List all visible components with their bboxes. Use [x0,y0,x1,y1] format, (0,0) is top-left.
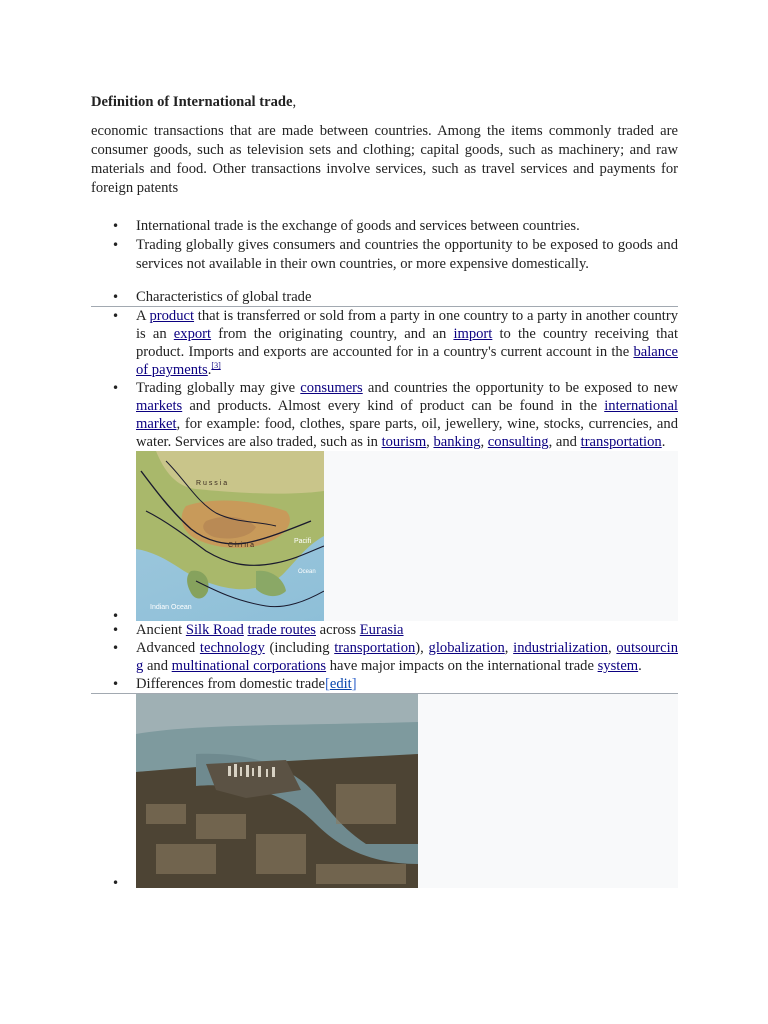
link-export[interactable]: export [173,326,212,342]
list-item-global-markets [91,379,678,451]
image-frame [136,694,678,888]
section-heading-characteristics: • Characteristics of global trade [91,288,678,307]
link-globalization[interactable]: globalization [428,640,505,656]
list-item-city-image [91,694,678,888]
text: , [426,434,434,450]
text: , for example: food, clothes, spare parts, oil, jewellery, wine, stocks, currencies, and water. Services are also traded, such as in [136,416,678,450]
characteristics-list [91,288,678,888]
link-multinational-corporations[interactable]: multinational corporations [171,658,327,674]
text: and products. Almost every kind of product can be found in the [182,398,605,414]
list-item-technology [91,639,678,675]
text: and [143,658,172,674]
text: . [661,434,666,450]
edit-bracket-open: [ [324,676,330,692]
map-illustration [136,451,324,621]
text: , [480,434,488,450]
list-item-silk-road-caption [91,621,678,639]
map-label-pacific: Pacifi [294,538,312,545]
text: . [638,658,642,674]
link-balance-of-payments[interactable]: balance of payments [136,344,678,378]
title-bold: Definition of International trade [91,94,293,110]
list-item-map-image [91,451,678,621]
city-illustration [136,694,418,888]
text: Trading globally may give [136,380,301,396]
text: . [207,362,212,378]
link-transportation-2[interactable]: transportation [334,640,416,656]
link-industrialization[interactable]: industrialization [513,640,608,656]
map-label-china: C h i n a [228,542,255,549]
link-system[interactable]: system [597,658,639,674]
text: A [136,308,150,324]
link-outsourcing[interactable]: outsourcing [136,640,678,674]
map-label-indian-ocean: Indian Ocean [150,604,192,611]
text: , [607,640,617,656]
link-product[interactable]: product [149,308,195,324]
link-technology[interactable]: technology [199,640,265,656]
section-heading-domestic-trade [91,675,678,694]
text: and countries the opportunity to be exposed to new [362,380,679,396]
link-tourism[interactable]: tourism [381,434,427,450]
link-eurasia[interactable]: Eurasia [359,622,404,638]
text: from the originating country, and an [211,326,454,342]
image-frame [136,451,678,621]
edit-link[interactable]: edit [329,676,352,692]
summary-list [91,217,678,274]
text: (including [264,640,335,656]
silk-road-map-image[interactable] [136,451,324,621]
title-suffix: , [292,94,297,110]
page-title [91,92,678,112]
link-consulting[interactable]: consulting [487,434,549,450]
link-banking[interactable]: banking [433,434,481,450]
list-item: • International trade is the exchange of goods and services between countries. [91,217,678,236]
map-label-russia: • R u s s i a [196,480,228,487]
text: across [315,622,360,638]
link-consumers[interactable]: consumers [300,380,363,396]
edit-section [325,676,357,692]
edit-bracket-close: ] [351,676,357,692]
link-import[interactable]: import [453,326,493,342]
text: ), [415,640,429,656]
intro-paragraph: economic transactions that are made between countries. Among the items commonly traded are consumer goods, such as television sets and clothing; capital goods, such as machinery; and raw materials and food. Other transactions involve services, such as travel services and payments for foreign patents [91,123,678,196]
text: that is transferred or sold from a party in one country to a party in another country is an [136,308,678,342]
text: Advanced [136,640,200,656]
list-item: • Trading globally gives consumers and countries the opportunity to be exposed to goods and services not available in their own countries, or more expensive domestically. [91,236,678,274]
heading-text: Differences from domestic trade [136,676,325,692]
text: have major impacts on the international trade [326,658,598,674]
link-trade-routes[interactable]: trade routes [247,622,316,638]
link-transportation[interactable]: transportation [580,434,662,450]
list-item-export-import [91,307,678,379]
text: , and [548,434,581,450]
document-page [91,92,678,888]
link-markets[interactable]: markets [136,398,183,414]
link-international-market[interactable]: international market [136,398,678,432]
map-label-ocean: Ocean [298,569,316,575]
city-aerial-image[interactable] [136,694,418,888]
link-silk-road[interactable]: Silk Road [185,622,244,638]
text: to the country receiving that product. Imports and exports are accounted for in a country's current account in the [136,326,678,360]
text: , [504,640,514,656]
reference-link[interactable]: [3] [211,361,221,371]
text: Ancient [136,622,186,638]
